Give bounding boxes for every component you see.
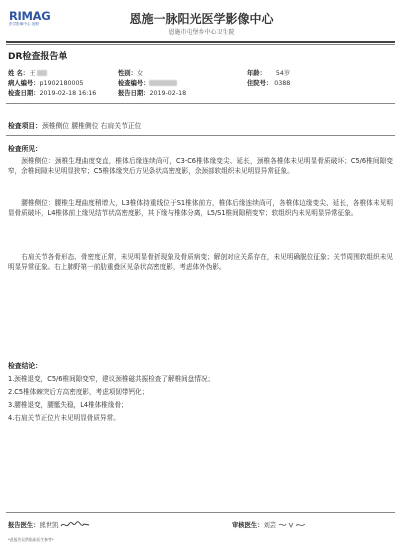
- footer-note: *此报告仅供临床医生参考*: [8, 537, 54, 542]
- conclusion-item: 2.C5椎体棘突后方高密度影，考虑项韧带钙化；: [8, 388, 149, 396]
- patient-age-field: [247, 69, 290, 78]
- redacted-name: [37, 70, 47, 76]
- header-divider: [6, 41, 395, 43]
- conclusion-item: 1.颈椎退变，C5/6椎间隙变窄，建议颈椎磁共振检查了解椎间盘情况；: [8, 375, 215, 383]
- conclusion-item: 4.右肩关节正位片未见明显骨质异常。: [8, 414, 120, 422]
- exam-items: [8, 120, 141, 130]
- hospital-name: 恩施一脉阳光医学影像中心: [129, 12, 274, 26]
- audit-doctor-label: 审核医生：: [232, 522, 264, 529]
- report-doctor-name: 熊世凯: [39, 522, 59, 529]
- report-doctor: [8, 520, 90, 530]
- patient-id-label: 病人编号：: [8, 80, 40, 87]
- audit-doctor: [232, 520, 306, 530]
- info-divider: [6, 103, 395, 104]
- header-divider-thin: [6, 44, 395, 45]
- report-date-value: 2019-02-18: [149, 90, 187, 97]
- logo-subtext: 医学影像中心 连锁: [9, 22, 39, 26]
- patient-id-value: p1902180005: [39, 80, 84, 87]
- exam-number-field: [118, 79, 177, 88]
- patient-name-field: [8, 69, 47, 78]
- exam-date-field: [8, 89, 96, 98]
- patient-name-label: 姓 名：: [8, 70, 30, 77]
- age-label: 年龄：: [247, 70, 266, 77]
- report-doctor-signature: [60, 520, 90, 530]
- patient-name-value: 王: [29, 70, 36, 77]
- findings-paragraph: 右肩关节各骨形态、骨密度正常，未见明显骨折现象及骨质病变；解剖对应关系存在，未见明确脱位征象；关节周围软组织未见明显异常征象。右上肺野第一前肋重叠区见条状高密度影，考虑体外伪影。: [8, 253, 393, 272]
- audit-doctor-name: 刘芸: [263, 522, 277, 529]
- exam-date-label: 检查日期：: [8, 90, 40, 97]
- conclusion-item: 3.腰椎退变，腰骶失稳，L4椎体椎缘骨；: [8, 401, 128, 409]
- findings-paragraph: 颈椎侧位：颈椎生理曲度变直，椎体后缘连续尚可，C3-C6椎体缘变尖、延长，颈椎各椎体未见明显骨质破坏；C5/6椎间隙变窄，余椎间隙未见明显狭窄；C5椎体缘突后方见条状高密度影，余颈部软组织未见明显异常征象。: [8, 157, 393, 176]
- patient-id-field: [8, 79, 84, 88]
- report-date-label: 报告日期：: [118, 90, 150, 97]
- audit-doctor-signature: [278, 520, 306, 530]
- gender-value: 女: [136, 70, 144, 77]
- inpatient-number-field: [247, 79, 290, 88]
- redacted-exam-number: [149, 80, 177, 86]
- inpatient-number-label: 住院号：: [247, 80, 273, 87]
- gender-label: 性别：: [118, 70, 137, 77]
- hospital-subtitle: 恩施市屯堡乡中心卫生院: [168, 29, 235, 36]
- exam-items-value: 颈椎侧位 腰椎侧位 右肩关节正位: [41, 122, 142, 130]
- exam-items-label: 检查项目：: [8, 122, 42, 130]
- report-title: DR检查报告单: [8, 52, 68, 62]
- footer-divider: [6, 512, 395, 513]
- report-doctor-label: 报告医生：: [8, 522, 40, 529]
- patient-gender-field: [118, 69, 143, 78]
- inpatient-number-value: 0388: [274, 80, 291, 87]
- age-value: 54岁: [275, 70, 291, 77]
- logo-text: RIMAG: [9, 9, 51, 23]
- findings-title: 检查所见：: [8, 145, 42, 153]
- report-date-field: [118, 89, 186, 98]
- exam-date-value: 2019-02-18 16:16: [39, 90, 97, 97]
- exam-number-label: 检查编号：: [118, 80, 150, 87]
- conclusion-title: 检查结论：: [8, 362, 42, 370]
- findings-paragraph: 腰椎侧位：腰椎生理曲度稍增大，L3椎体持重线位于S1椎体前方，椎体后缘连续尚可，各椎体边缘变尖、延长，各椎体未见明显骨质破坏，L4椎体前上缘见结节状高密度影，其下缘与椎体分离，L5/S1椎间隙稍变窄；软组织内未见明显异常征象。: [8, 199, 393, 218]
- exam-divider: [6, 135, 395, 136]
